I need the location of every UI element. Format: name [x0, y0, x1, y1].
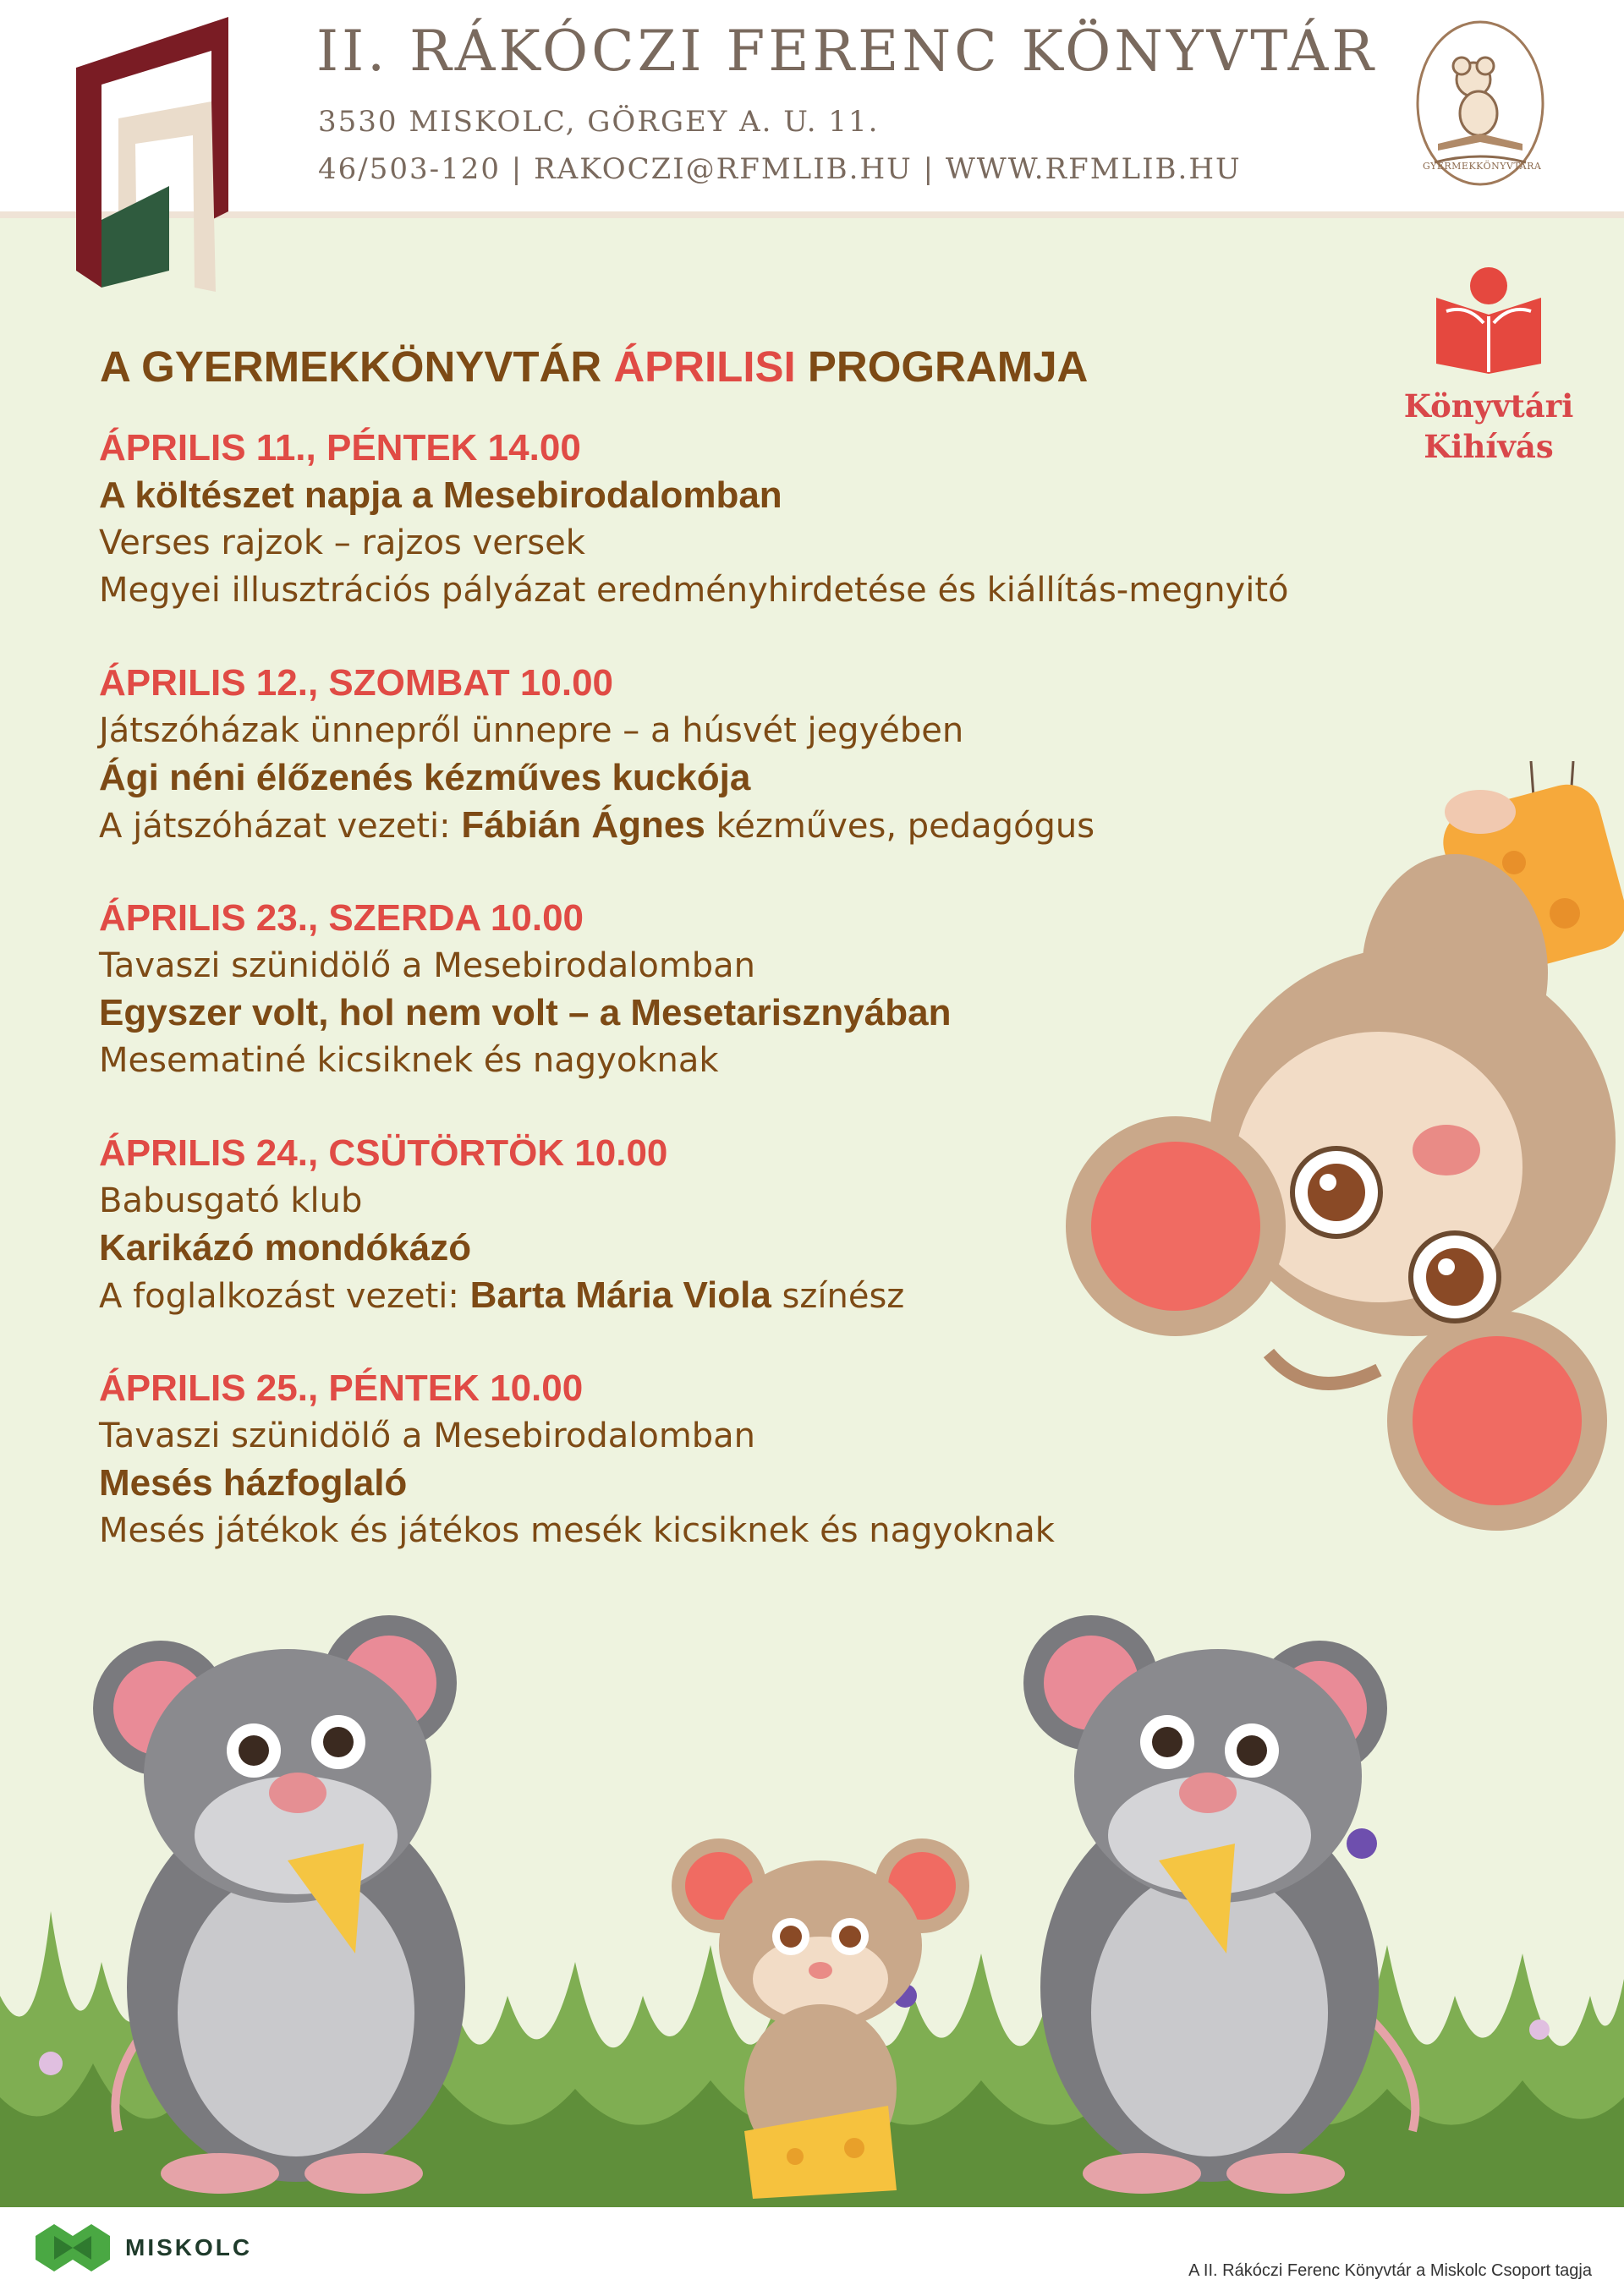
host-role: színész — [771, 1277, 905, 1316]
host-name: Fábián Ágnes — [461, 804, 705, 846]
footer-city: MISKOLC — [125, 2234, 253, 2260]
event-date: ÁPRILIS 25., PÉNTEK 10.00 — [99, 1367, 584, 1409]
library-address: 3530 MISKOLC, GÖRGEY A. U. 11. — [318, 105, 880, 139]
event-title: Karikázó mondókázó — [99, 1227, 472, 1269]
event-subtitle: Tavaszi szünidölő a Mesebirodalomban — [99, 946, 756, 985]
footer-note: A II. Rákóczi Ferenc Könyvtár a Miskolc Csoport tagja — [1188, 2261, 1592, 2280]
host-prefix: A foglalkozást vezeti: — [99, 1277, 470, 1316]
event-april-11 — [99, 425, 1537, 614]
event-date: ÁPRILIS 23., SZERDA 10.00 — [99, 897, 584, 939]
event-date: ÁPRILIS 24., CSÜTÖRTÖK 10.00 — [99, 1132, 668, 1174]
open-book-icon — [1429, 264, 1548, 374]
title-accent: ÁPRILISI — [613, 342, 796, 391]
library-logo — [76, 17, 245, 292]
seal-label: GYERMEKKÖNYVTÁRA — [1423, 161, 1542, 172]
event-title: Egyszer volt, hol nem volt – a Mesetarisznyában — [99, 992, 952, 1033]
challenge-line-1: Könyvtári — [1403, 387, 1574, 425]
event-description: Mesematiné kicsiknek és nagyoknak — [99, 1041, 719, 1080]
event-subtitle: Babusgató klub — [99, 1181, 363, 1220]
hanging-mouse-illustration — [1057, 761, 1624, 1556]
miskolc-logo-icon — [36, 2224, 110, 2271]
title-part-1: A GYERMEKKÖNYVTÁR — [100, 342, 614, 391]
host-role: kézműves, pedagógus — [705, 807, 1095, 846]
gray-mouse-right-illustration — [973, 1590, 1446, 2199]
small-brown-mouse-illustration — [668, 1818, 981, 2207]
event-description: Megyei illusztrációs pályázat eredményhirdetése és kiállítás-megnyitó — [99, 571, 1289, 610]
library-name: II. RÁKÓCZI FERENC KÖNYVTÁR — [316, 19, 1377, 84]
event-description: Mesés játékok és játékos mesék kicsiknek és nagyoknak — [99, 1511, 1055, 1550]
event-subtitle: Tavaszi szünidölő a Mesebirodalomban — [99, 1417, 756, 1455]
host-prefix: A játszóházat vezeti: — [99, 807, 462, 846]
event-date: ÁPRILIS 11., PÉNTEK 14.00 — [99, 427, 581, 469]
challenge-line-2: Kihívás — [1424, 428, 1554, 465]
program-title — [100, 342, 1088, 392]
library-contact: 46/503-120 | RAKOCZI@RFMLIB.HU | WWW.RFMLIB.HU — [318, 152, 1242, 186]
event-subtitle: Verses rajzok – rajzos versek — [99, 523, 585, 562]
event-date: ÁPRILIS 12., SZOMBAT 10.00 — [99, 662, 614, 704]
event-title: A költészet napja a Mesebirodalomban — [99, 474, 782, 516]
event-title: Ági néni élőzenés kézműves kuckója — [99, 757, 751, 798]
event-subtitle: Játszóházak ünnepről ünnepre – a húsvét jegyében — [99, 711, 964, 750]
event-title: Mesés házfoglaló — [99, 1462, 408, 1504]
gray-mouse-left-illustration — [85, 1590, 558, 2199]
host-name: Barta Mária Viola — [469, 1274, 771, 1316]
title-part-2: PROGRAMJA — [795, 342, 1089, 391]
